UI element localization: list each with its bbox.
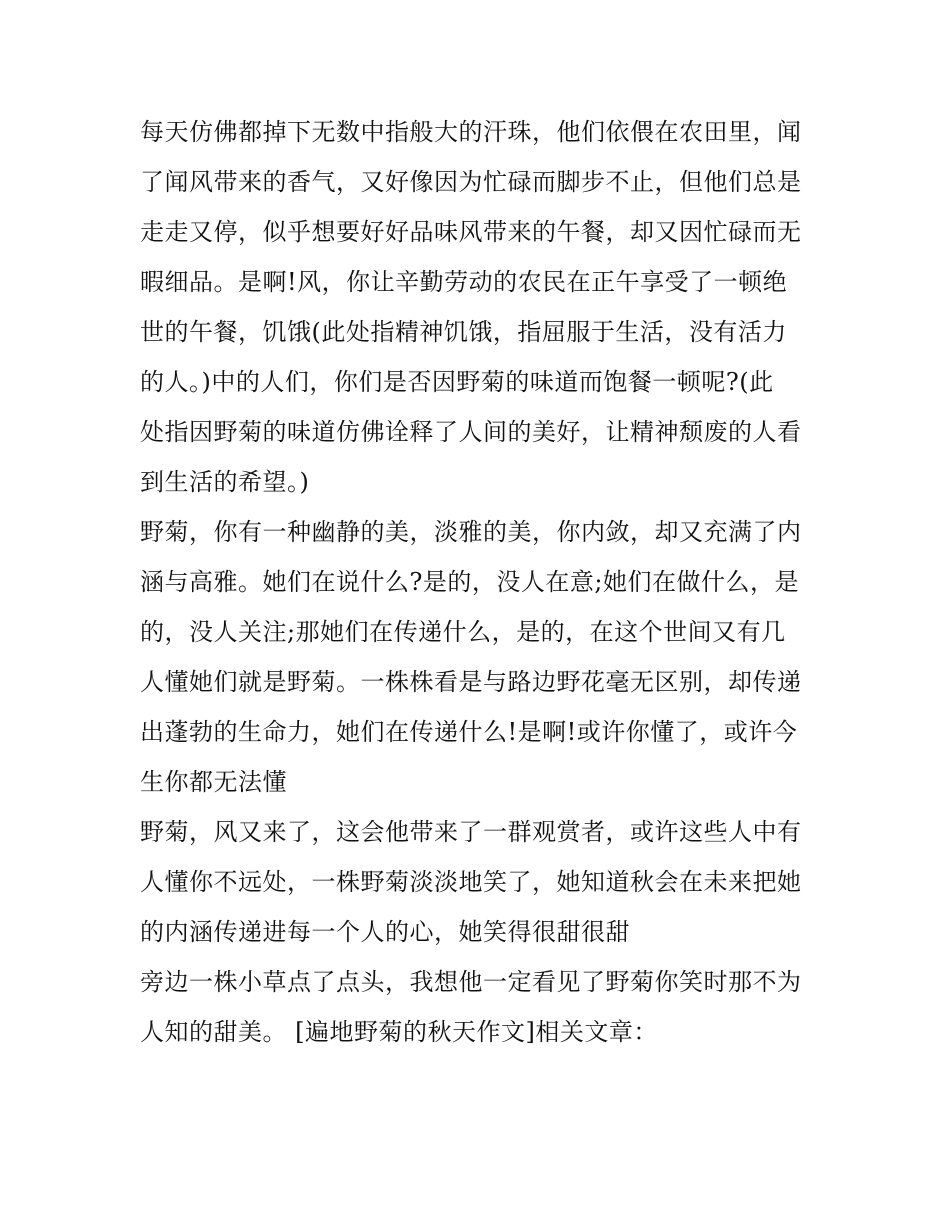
article-body bbox=[140, 107, 820, 1057]
text-line: 野菊，风又来了，这会他带来了一群观赏者，或许这些人中有 bbox=[140, 818, 802, 846]
text-line: 暇细品。是啊!风，你让辛勤劳动的农民在正午享受了一顿绝 bbox=[140, 268, 788, 296]
text-line-related-articles: 人知的甜美。 [遍地野菊的秋天作文]相关文章： bbox=[140, 1018, 658, 1046]
text-line: 每天仿佛都掉下无数中指般大的汗珠，他们依偎在农田里，闻 bbox=[140, 118, 802, 146]
text-line: 人懂你不远处，一株野菊淡淡地笑了，她知道秋会在未来把她 bbox=[140, 868, 802, 896]
text-line: 出蓬勃的生命力，她们在传递什么!是啊!或许你懂了，或许今 bbox=[140, 718, 798, 746]
text-line: 到生活的希望。) bbox=[140, 468, 310, 496]
text-line: 生你都无法懂 bbox=[140, 768, 287, 796]
text-line: 人懂她们就是野菊。一株株看是与路边野花毫无区别，却传递 bbox=[140, 668, 802, 696]
text-line: 涵与高雅。她们在说什么?是的，没人在意;她们在做什么，是 bbox=[140, 568, 799, 596]
text-line: 处指因野菊的味道仿佛诠释了人间的美好，让精神颓废的人看 bbox=[140, 418, 802, 446]
text-line: 的内涵传递进每一个人的心，她笑得很甜很甜 bbox=[140, 918, 630, 946]
text-line: 旁边一株小草点了点头，我想他一定看见了野菊你笑时那不为 bbox=[140, 968, 802, 996]
text-line: 的，没人关注;那她们在传递什么，是的，在这个世间又有几 bbox=[140, 618, 786, 646]
text-line: 了闻风带来的香气，又好像因为忙碌而脚步不止，但他们总是 bbox=[140, 168, 802, 196]
text-line: 的人。)中的人们，你们是否因野菊的味道而饱餐一顿呢?(此 bbox=[140, 368, 774, 396]
text-line: 世的午餐，饥饿(此处指精神饥饿，指屈服于生活，没有活力 bbox=[140, 318, 787, 346]
text-line: 野菊，你有一种幽静的美，淡雅的美，你内敛，却又充满了内 bbox=[140, 518, 802, 546]
text-line: 走走又停，似乎想要好好品味风带来的午餐，却又因忙碌而无 bbox=[140, 218, 802, 246]
